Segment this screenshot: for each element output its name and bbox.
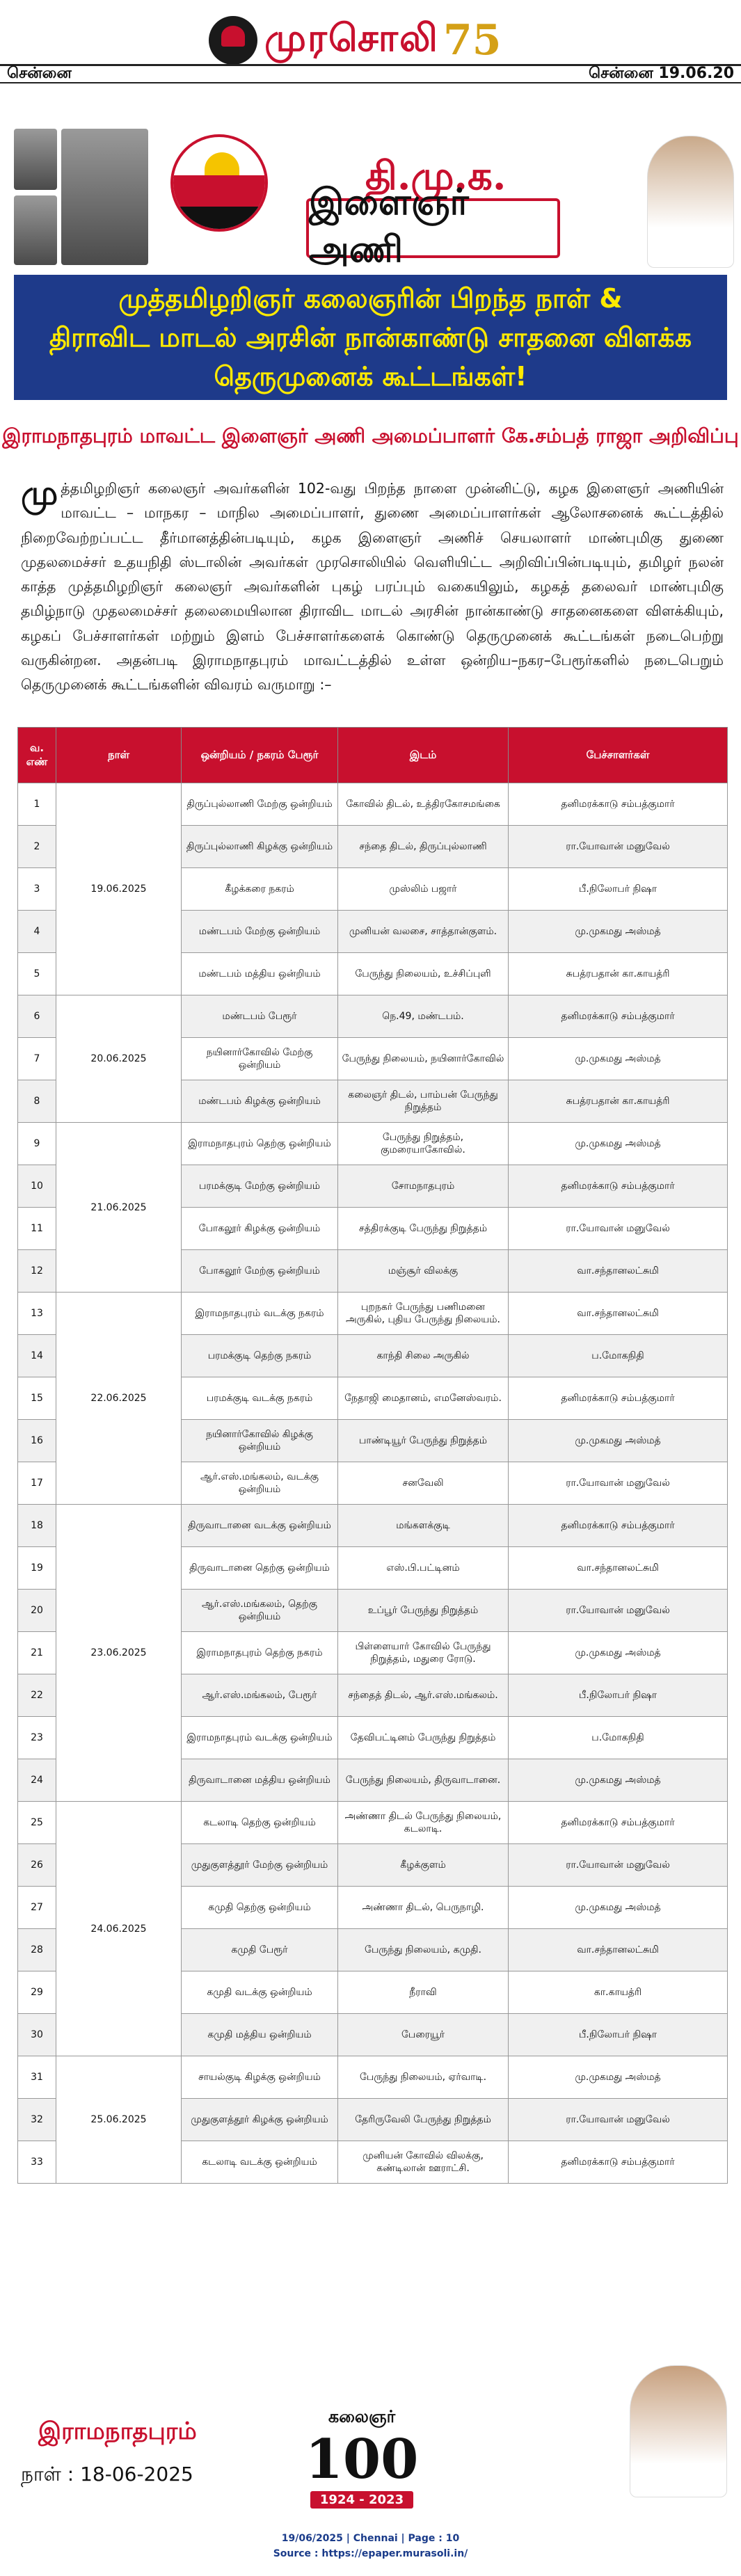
speaker-cell: வா.சந்தானலட்சுமி: [509, 1547, 728, 1590]
serial-cell: 6: [18, 995, 56, 1038]
serial-cell: 21: [18, 1632, 56, 1674]
serial-cell: 33: [18, 2141, 56, 2184]
serial-cell: 31: [18, 2056, 56, 2099]
serial-cell: 14: [18, 1335, 56, 1377]
table-row: [18, 1293, 728, 1335]
speaker-cell: ரா.யோவான் மனுவேல்: [509, 826, 728, 868]
banner-line: திராவிட மாடல் அரசின் நான்காண்டு சாதனை விளக்க: [49, 322, 692, 353]
speaker-cell: ரா.யோவான் மனுவேல்: [509, 1208, 728, 1250]
union-cell: கமுதி மத்திய ஒன்றியம்: [182, 2014, 338, 2056]
place-cell: பேருந்து நிலையம், உச்சிப்புளி: [338, 953, 509, 995]
col-header-date: நாள்: [56, 728, 182, 783]
union-cell: பரமக்குடி வடக்கு நகரம்: [182, 1377, 338, 1420]
union-cell: கமுதி வடக்கு ஒன்றியம்: [182, 1971, 338, 2014]
speaker-cell: மு.முகமது அஸ்மத்: [509, 911, 728, 953]
speaker-cell: வா.சந்தானலட்சுமி: [509, 1929, 728, 1971]
party-flag-logo: [170, 134, 268, 232]
page-meta-line: 19/06/2025 | Chennai | Page : 10: [281, 2533, 460, 2544]
serial-cell: 32: [18, 2099, 56, 2141]
serial-cell: 11: [18, 1208, 56, 1250]
announcement-subtitle: இராமநாதபுரம் மாவட்ட இளைஞர் அணி அமைப்பாளர் கே.சம்பத் ராஜா அறிவிப்பு: [2, 424, 739, 447]
district-name: இராமநாதபுரம்: [38, 2417, 197, 2445]
col-header-place: இடம்: [338, 728, 509, 783]
place-cell: பேருந்து நிலையம், ஏர்வாடி.: [338, 2056, 509, 2099]
union-cell: கடலாடி வடக்கு ஒன்றியம்: [182, 2141, 338, 2184]
schedule-table: [17, 727, 728, 2184]
masthead: [0, 0, 741, 82]
place-cell: பாண்டியூர் பேருந்து நிறுத்தம்: [338, 1420, 509, 1462]
date-cell: 19.06.2025: [56, 783, 182, 995]
place-cell: தேவிபட்டினம் பேருந்து நிறுத்தம்: [338, 1717, 509, 1759]
date-cell: 20.06.2025: [56, 995, 182, 1123]
union-cell: போகலூர் கிழக்கு ஒன்றியம்: [182, 1208, 338, 1250]
leader-photo: [647, 136, 734, 268]
union-cell: சாயல்குடி கிழக்கு ஒன்றியம்: [182, 2056, 338, 2099]
serial-cell: 2: [18, 826, 56, 868]
speaker-cell: தனிமரக்காடு சம்பத்குமார்: [509, 1505, 728, 1547]
place-cell: புறநகர் பேருந்து பணிமனை அருகில், புதிய பேருந்து நிலையம்.: [338, 1293, 509, 1335]
serial-cell: 7: [18, 1038, 56, 1080]
place-cell: பேருந்து நிறுத்தம், குமரையாகோவில்.: [338, 1123, 509, 1165]
centenary-logo: [292, 2407, 431, 2525]
serial-cell: 8: [18, 1080, 56, 1123]
place-cell: மங்களக்குடி: [338, 1505, 509, 1547]
union-cell: இராமநாதபுரம் வடக்கு நகரம்: [182, 1293, 338, 1335]
event-banner: [14, 275, 727, 400]
speaker-cell: ரா.யோவான் மனுவேல்: [509, 2099, 728, 2141]
serial-cell: 26: [18, 1844, 56, 1887]
masthead-left-text: சென்னை: [7, 64, 72, 82]
serial-cell: 13: [18, 1293, 56, 1335]
speaker-cell: தனிமரக்காடு சம்பத்குமார்: [509, 995, 728, 1038]
serial-cell: 10: [18, 1165, 56, 1208]
party-name: தி.மு.க.: [365, 153, 507, 199]
union-cell: முதுகுளத்தூர் கிழக்கு ஒன்றியம்: [182, 2099, 338, 2141]
intro-text: த்தமிழறிஞர் கலைஞர் அவர்களின் 102-வது பிறந்த நாளை முன்னிட்டு, கழக இளைஞர் அணியின் மாவட்ட – மாநகர – மாநில அமைப்பாளர், துணை அமைப்பாளர்கள் ஆலோசனைக் கூட்டத்தில் நிறைவேற்றப்பட்ட தீர்மானத்தின்படியும், கழக இளைஞர் அணிச் செயலாளர் மாண்புமிகு துணை முதலமைச்சர் உதயநிதி ஸ்டாலின் அவர்கள் முரசொலியில் வெளியிட்ட அறிவிப்பின்படியும், தமிழர் நலன் காத்த முத்தமிழறிஞர் கலைஞர் அவர்களின் புகழ் பரப்பும் வகையிலும், கழகத் தலைவர் மாண்புமிகு தமிழ்நாடு முதலமைச்சர் தலைமையிலான திராவிட மாடல் அரசின் நான்காண்டு சாதனைகளை விளக்கியும், கழகப் பேச்சாளர்கள் மற்றும் இளம் பேச்சாளர்களைக் கொண்டு தெருமுனைக் கூட்டங்கள் நடைபெற்று வருகின்றன. அதன்படி இராமநாதபுரம் மாவட்டத்தில் உள்ள ஒன்றிய–நகர–பேரூர்களில் நடைபெறும் தெருமுனைக் கூட்டங்களின் விவரம் வருமாறு :–: [21, 480, 724, 694]
serial-cell: 3: [18, 868, 56, 911]
leader-portraits: [14, 129, 153, 268]
wing-title: இளைஞர் அணி: [306, 198, 560, 258]
speaker-cell: மு.முகமது அஸ்மத்: [509, 1759, 728, 1802]
centenary-years: 1924 - 2023: [310, 2491, 413, 2509]
portrait-image: [61, 129, 148, 265]
union-cell: இராமநாதபுரம் வடக்கு ஒன்றியம்: [182, 1717, 338, 1759]
speaker-cell: சுபத்ரபதான் கா.காயத்ரி: [509, 953, 728, 995]
footer: [0, 2351, 741, 2576]
place-cell: உப்பூர் பேருந்து நிறுத்தம்: [338, 1590, 509, 1632]
col-header-union: ஒன்றியம் / நகரம் பேரூர்: [182, 728, 338, 783]
intro-paragraph: [21, 474, 724, 698]
serial-cell: 15: [18, 1377, 56, 1420]
speaker-cell: ரா.யோவான் மனுவேல்: [509, 1462, 728, 1505]
union-cell: இராமநாதபுரம் தெற்கு ஒன்றியம்: [182, 1123, 338, 1165]
speaker-cell: ரா.யோவான் மனுவேல்: [509, 1844, 728, 1887]
serial-cell: 23: [18, 1717, 56, 1759]
place-cell: சனவேலி: [338, 1462, 509, 1505]
col-header-speakers: பேச்சாளர்கள்: [509, 728, 728, 783]
speaker-cell: வா.சந்தானலட்சுமி: [509, 1250, 728, 1293]
masthead-date: சென்னை 19.06.20: [588, 64, 734, 82]
speaker-cell: தனிமரக்காடு சம்பத்குமார்: [509, 783, 728, 826]
union-cell: நயினார்கோவில் மேற்கு ஒன்றியம்: [182, 1038, 338, 1080]
newspaper-name: முரசொலி: [264, 15, 439, 60]
place-cell: சந்தை திடல், திருப்புல்லாணி: [338, 826, 509, 868]
union-cell: மண்டபம் கிழக்கு ஒன்றியம்: [182, 1080, 338, 1123]
place-cell: பேரையூர்: [338, 2014, 509, 2056]
serial-cell: 16: [18, 1420, 56, 1462]
serial-cell: 27: [18, 1887, 56, 1929]
speaker-cell: மு.முகமது அஸ்மத்: [509, 1123, 728, 1165]
place-cell: பேருந்து நிலையம், நயினார்கோவில்: [338, 1038, 509, 1080]
serial-cell: 22: [18, 1674, 56, 1717]
speaker-cell: சுபத்ரபதான் கா.காயத்ரி: [509, 1080, 728, 1123]
union-cell: ஆர்.எஸ்.மங்கலம், தெற்கு ஒன்றியம்: [182, 1590, 338, 1632]
serial-cell: 18: [18, 1505, 56, 1547]
speaker-cell: மு.முகமது அஸ்மத்: [509, 1632, 728, 1674]
serial-cell: 20: [18, 1590, 56, 1632]
speaker-cell: மு.முகமது அஸ்மத்: [509, 1887, 728, 1929]
union-cell: போகலூர் மேற்கு ஒன்றியம்: [182, 1250, 338, 1293]
union-cell: பரமக்குடி மேற்கு ஒன்றியம்: [182, 1165, 338, 1208]
serial-cell: 25: [18, 1802, 56, 1844]
speaker-cell: ப.மோகநிதி: [509, 1717, 728, 1759]
speaker-cell: ரா.யோவான் மனுவேல்: [509, 1590, 728, 1632]
serial-cell: 5: [18, 953, 56, 995]
place-cell: சோமநாதபுரம்: [338, 1165, 509, 1208]
centenary-title: கலைஞர்: [328, 2407, 396, 2426]
place-cell: காந்தி சிலை அருகில்: [338, 1335, 509, 1377]
union-cell: ஆர்.எஸ்.மங்கலம், பேரூர்: [182, 1674, 338, 1717]
col-header-serial: வ. எண்: [18, 728, 56, 783]
place-cell: முனியன் வலசை, சாத்தான்குளம்.: [338, 911, 509, 953]
place-cell: கோவில் திடல், உத்திரகோசமங்கை: [338, 783, 509, 826]
portrait-image: [14, 129, 57, 190]
leader-photo: [630, 2365, 727, 2497]
union-cell: கமுதி பேரூர்: [182, 1929, 338, 1971]
date-cell: 25.06.2025: [56, 2056, 182, 2184]
source-link[interactable]: Source : https://epaper.murasoli.in/: [273, 2548, 468, 2559]
place-cell: முஸ்லிம் பஜார்: [338, 868, 509, 911]
union-cell: திருப்புல்லாணி மேற்கு ஒன்றியம்: [182, 783, 338, 826]
serial-cell: 19: [18, 1547, 56, 1590]
issue-date: நாள் : 18-06-2025: [21, 2463, 193, 2486]
union-cell: திருவாடானை வடக்கு ஒன்றியம்: [182, 1505, 338, 1547]
table-row: [18, 2056, 728, 2099]
union-cell: திருப்புல்லாணி கிழக்கு ஒன்றியம்: [182, 826, 338, 868]
place-cell: சந்தைத் திடல், ஆர்.எஸ்.மங்கலம்.: [338, 1674, 509, 1717]
date-cell: 24.06.2025: [56, 1802, 182, 2056]
serial-cell: 29: [18, 1971, 56, 2014]
union-cell: திருவாடானை தெற்கு ஒன்றியம்: [182, 1547, 338, 1590]
place-cell: நீராவி: [338, 1971, 509, 2014]
ad-header: [14, 87, 727, 273]
speaker-cell: மு.முகமது அஸ்மத்: [509, 1420, 728, 1462]
drop-cap: மு: [21, 474, 58, 513]
banner-line: முத்தமிழறிஞர் கலைஞரின் பிறந்த நாள் &: [118, 283, 623, 314]
speaker-cell: ப.மோகநிதி: [509, 1335, 728, 1377]
speaker-cell: பீ.நிலோபர் நிஷா: [509, 2014, 728, 2056]
table-row: [18, 1505, 728, 1547]
table-row: [18, 783, 728, 826]
schedule-body: [18, 783, 728, 2184]
place-cell: மஞ்சூர் விலக்கு: [338, 1250, 509, 1293]
place-cell: பேருந்து நிலையம், திருவாடானை.: [338, 1759, 509, 1802]
union-cell: கடலாடி தெற்கு ஒன்றியம்: [182, 1802, 338, 1844]
union-cell: கமுதி தெற்கு ஒன்றியம்: [182, 1887, 338, 1929]
table-row: [18, 1802, 728, 1844]
masthead-strip: [0, 64, 741, 83]
date-cell: 23.06.2025: [56, 1505, 182, 1802]
union-cell: ஆர்.எஸ்.மங்கலம், வடக்கு ஒன்றியம்: [182, 1462, 338, 1505]
place-cell: சத்திரக்குடி பேருந்து நிறுத்தம்: [338, 1208, 509, 1250]
speaker-cell: பீ.நிலோபர் நிஷா: [509, 1674, 728, 1717]
speaker-cell: தனிமரக்காடு சம்பத்குமார்: [509, 1377, 728, 1420]
place-cell: தேரிருவேலி பேருந்து நிறுத்தம்: [338, 2099, 509, 2141]
union-cell: திருவாடானை மத்திய ஒன்றியம்: [182, 1759, 338, 1802]
place-cell: பிள்ளையார் கோவில் பேருந்து நிறுத்தம், மதுரை ரோடு.: [338, 1632, 509, 1674]
place-cell: நேதாஜி மைதானம், எமனேஸ்வரம்.: [338, 1377, 509, 1420]
place-cell: பேருந்து நிலையம், கமுதி.: [338, 1929, 509, 1971]
serial-cell: 28: [18, 1929, 56, 1971]
serial-cell: 1: [18, 783, 56, 826]
serial-cell: 4: [18, 911, 56, 953]
place-cell: கீழக்குளம்: [338, 1844, 509, 1887]
union-cell: மண்டபம் மேற்கு ஒன்றியம்: [182, 911, 338, 953]
serial-cell: 9: [18, 1123, 56, 1165]
union-cell: முதுகுளத்தூர் மேற்கு ஒன்றியம்: [182, 1844, 338, 1887]
union-cell: மண்டபம் மத்திய ஒன்றியம்: [182, 953, 338, 995]
rising-sun-logo-icon: [209, 16, 257, 65]
union-cell: பரமக்குடி தெற்கு நகரம்: [182, 1335, 338, 1377]
portrait-image: [14, 195, 57, 265]
banner-line: தெருமுனைக் கூட்டங்கள்!: [214, 361, 527, 392]
speaker-cell: வா.சந்தானலட்சுமி: [509, 1293, 728, 1335]
speaker-cell: மு.முகமது அஸ்மத்: [509, 2056, 728, 2099]
place-cell: முனியன் கோவில் விலக்கு, கண்டிலான் ஊராட்சி.: [338, 2141, 509, 2184]
speaker-cell: பீ.நிலோபர் நிஷா: [509, 868, 728, 911]
union-cell: இராமநாதபுரம் தெற்கு நகரம்: [182, 1632, 338, 1674]
serial-cell: 24: [18, 1759, 56, 1802]
serial-cell: 17: [18, 1462, 56, 1505]
place-cell: நெ.49, மண்டபம்.: [338, 995, 509, 1038]
union-cell: மண்டபம் பேரூர்: [182, 995, 338, 1038]
speaker-cell: கா.காயத்ரி: [509, 1971, 728, 2014]
date-cell: 21.06.2025: [56, 1123, 182, 1293]
union-cell: நயினார்கோவில் கிழக்கு ஒன்றியம்: [182, 1420, 338, 1462]
union-cell: கீழக்கரை நகரம்: [182, 868, 338, 911]
speaker-cell: தனிமரக்காடு சம்பத்குமார்: [509, 1165, 728, 1208]
table-row: [18, 995, 728, 1038]
centenary-number: 100: [305, 2428, 419, 2491]
page-meta: [0, 2531, 741, 2561]
table-header-row: [18, 728, 728, 783]
place-cell: எஸ்.பி.பட்டினம்: [338, 1547, 509, 1590]
date-cell: 22.06.2025: [56, 1293, 182, 1505]
place-cell: கலைஞர் திடல், பாம்பன் பேருந்து நிறுத்தம்: [338, 1080, 509, 1123]
place-cell: அண்ணா திடல் பேருந்து நிலையம், கடலாடி.: [338, 1802, 509, 1844]
serial-cell: 12: [18, 1250, 56, 1293]
place-cell: அண்ணா திடல், பெருநாழி.: [338, 1887, 509, 1929]
table-row: [18, 1123, 728, 1165]
speaker-cell: தனிமரக்காடு சம்பத்குமார்: [509, 2141, 728, 2184]
speaker-cell: தனிமரக்காடு சம்பத்குமார்: [509, 1802, 728, 1844]
serial-cell: 30: [18, 2014, 56, 2056]
anniversary-badge: 75: [443, 16, 502, 65]
speaker-cell: மு.முகமது அஸ்மத்: [509, 1038, 728, 1080]
